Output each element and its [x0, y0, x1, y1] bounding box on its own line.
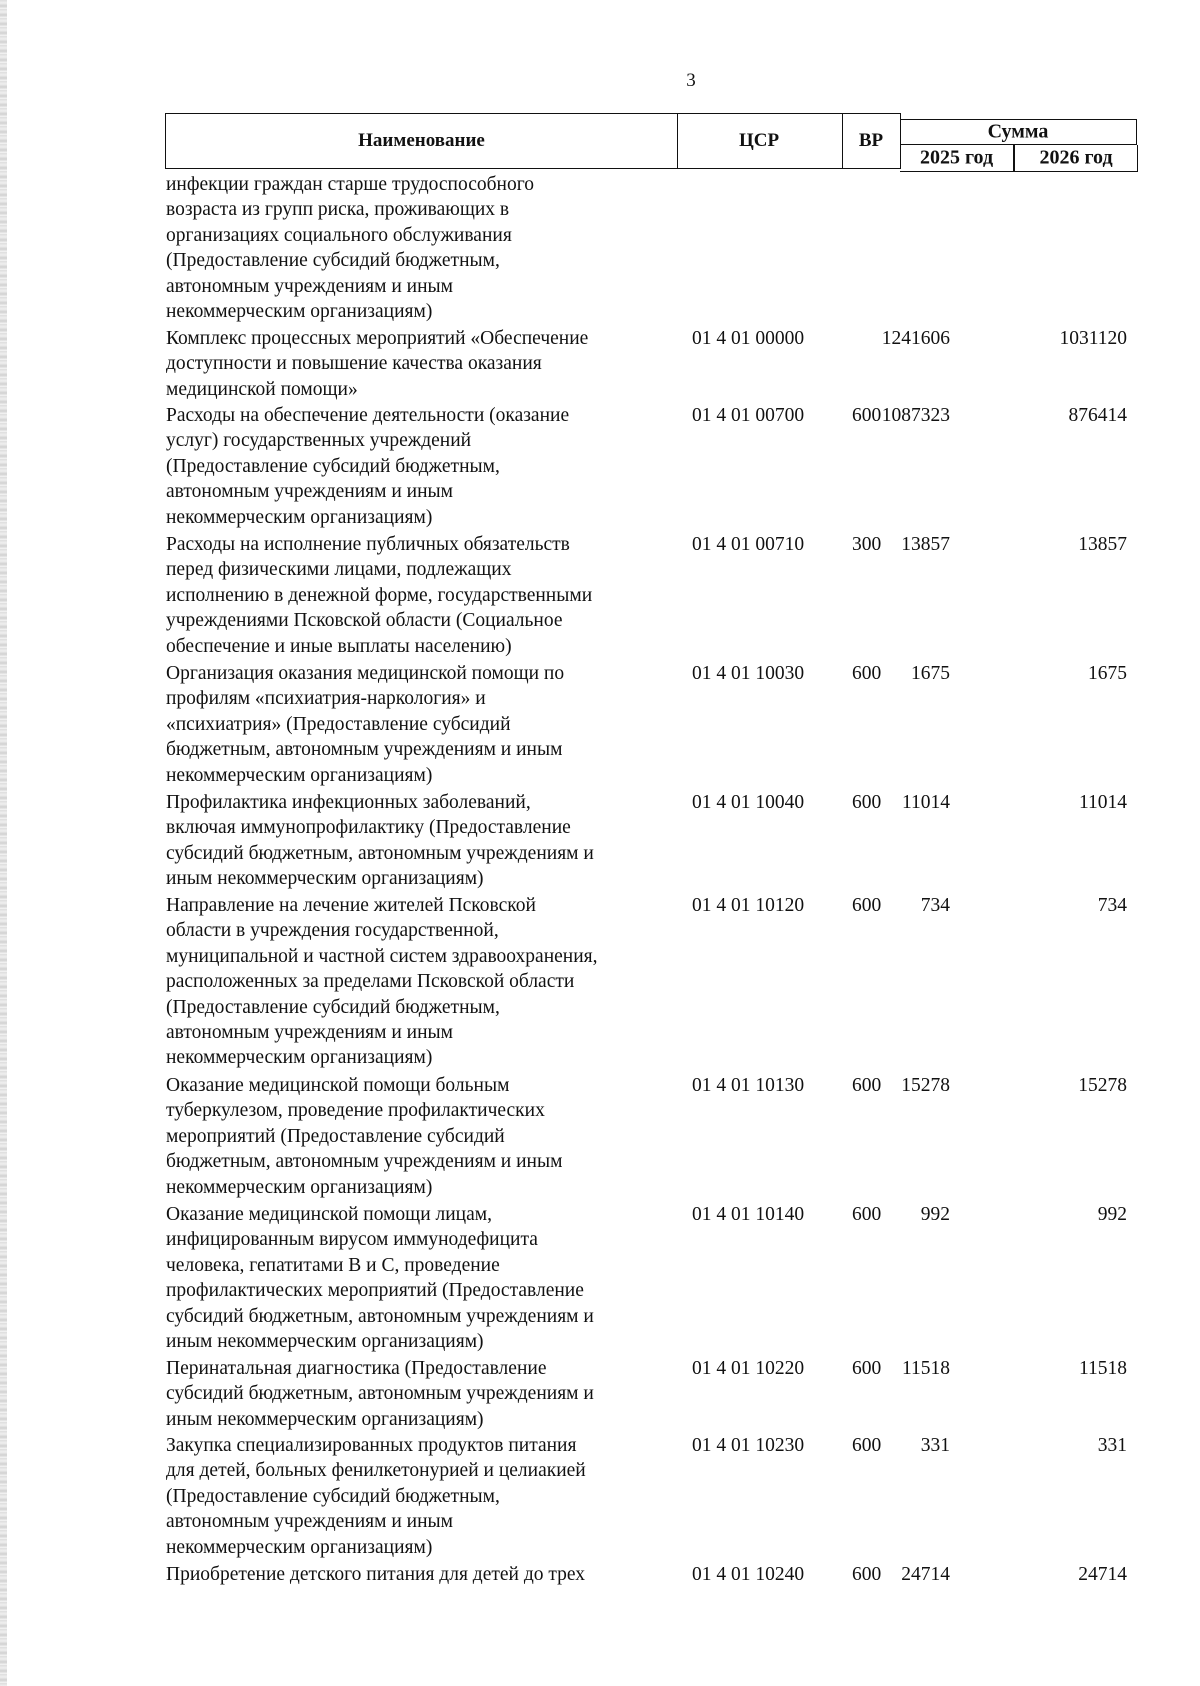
row-csr: 01 4 01 00710	[692, 534, 805, 555]
row-amount-2026: 876414	[1068, 405, 1127, 426]
row-vr: 600	[852, 1075, 882, 1096]
row-amount-2025: 1087323	[881, 405, 950, 426]
row-amount-2026: 331	[1097, 1435, 1127, 1456]
row-csr: 01 4 01 10120	[692, 895, 805, 916]
row-csr: 01 4 01 10230	[692, 1435, 805, 1456]
column-header-2026	[1014, 145, 1138, 172]
row-csr: 01 4 01 00700	[692, 405, 805, 426]
row-amount-2025: 24714	[901, 1564, 950, 1585]
page-number: 3	[686, 70, 696, 91]
row-amount-2025: 11014	[901, 792, 950, 813]
row-name: Оказание медицинской помощи больным туберкулезом, проведение профилактических мероприятий (Предоставление субсидий бюджетным, автономным учреждениям и иным некоммерческим организациям)	[166, 1075, 563, 1198]
row-amount-2025: 734	[920, 895, 950, 916]
row-amount-2025: 1241606	[881, 328, 950, 349]
column-header-name-label: Наименование	[358, 130, 485, 151]
column-header-vr-label: ВР	[858, 130, 884, 151]
row-amount-2026: 1031120	[1059, 328, 1127, 349]
row-amount-2025: 1675	[911, 663, 950, 684]
row-amount-2026: 11518	[1078, 1358, 1127, 1379]
row-name: Перинатальная диагностика (Предоставление субсидий бюджетным, автономным учреждениям и иным некоммерческим организациям)	[166, 1358, 594, 1430]
row-name: Направление на лечение жителей Псковской области в учреждения государственной, муниципальной и частной систем здравоохранения, расположенных за пределами Псковской области (Предоставление субсидий бюджетным, автономным учреждениям и иным некоммерческим организациям)	[166, 895, 598, 1069]
row-amount-2025: 992	[920, 1204, 950, 1225]
row-amount-2025: 11518	[901, 1358, 950, 1379]
row-name: Расходы на исполнение публичных обязательств перед физическими лицами, подлежащих исполнению в денежной форме, государственными учреждениями Псковской области (Социальное обеспечение и иные выплаты населению)	[166, 534, 593, 657]
row-csr: 01 4 01 10240	[692, 1564, 805, 1585]
scan-edge-artifact	[0, 0, 7, 1686]
row-amount-2026: 15278	[1078, 1075, 1127, 1096]
column-header-csr-label: ЦСР	[738, 130, 780, 151]
row-name: Оказание медицинской помощи лицам, инфицированным вирусом иммунодефицита человека, гепатитами В и С, проведение профилактических мероприятий (Предоставление субсидий бюджетным, автономным учреждениям и иным некоммерческим организациям)	[166, 1204, 594, 1353]
column-header-2025-label: 2025 год	[919, 146, 994, 169]
row-amount-2026: 1675	[1088, 663, 1127, 684]
row-amount-2025: 331	[920, 1435, 950, 1456]
row-vr: 600	[852, 1358, 882, 1379]
row-amount-2025: 15278	[901, 1075, 950, 1096]
row-csr: 01 4 01 10040	[692, 792, 805, 813]
row-csr: 01 4 01 10030	[692, 663, 805, 684]
row-vr: 600	[852, 1564, 882, 1585]
row-vr: 600	[852, 1204, 882, 1225]
column-header-vr	[842, 113, 901, 169]
column-header-sum-label: Сумма	[987, 120, 1049, 143]
row-csr: 01 4 01 10140	[692, 1204, 805, 1225]
row-vr: 600	[852, 895, 882, 916]
row-name: Расходы на обеспечение деятельности (оказание услуг) государственных учреждений (Предоставление субсидий бюджетным, автономным учреждениям и иным некоммерческим организациям)	[166, 405, 570, 528]
row-amount-2026: 11014	[1078, 792, 1127, 813]
row-name: Профилактика инфекционных заболеваний, включая иммунопрофилактику (Предоставление субсидий бюджетным, автономным учреждениям и иным некоммерческим организациям)	[166, 792, 594, 890]
row-vr: 600	[852, 663, 882, 684]
row-vr: 300	[852, 534, 882, 555]
row-name: Закупка специализированных продуктов питания для детей, больных фенилкетонурией и целиакией (Предоставление субсидий бюджетным, автономным учреждениям и иным некоммерческим организациям)	[166, 1435, 586, 1558]
row-amount-2026: 734	[1097, 895, 1127, 916]
column-header-2026-label: 2026 год	[1039, 146, 1113, 169]
column-header-2025	[900, 145, 1014, 172]
column-header-sum	[900, 119, 1137, 145]
row-amount-2026: 24714	[1078, 1564, 1127, 1585]
row-amount-2025: 13857	[901, 534, 950, 555]
row-csr: 01 4 01 10220	[692, 1358, 805, 1379]
row-vr: 600	[852, 1435, 882, 1456]
row-name: инфекции граждан старше трудоспособного возраста из групп риска, проживающих в организациях социального обслуживания (Предоставление субсидий бюджетным, автономным учреждениям и иным некоммерческим организациям)	[166, 174, 534, 323]
row-csr: 01 4 01 00000	[692, 328, 805, 349]
row-amount-2026: 992	[1097, 1204, 1127, 1225]
row-amount-2026: 13857	[1078, 534, 1127, 555]
row-name: Приобретение детского питания для детей до трех	[166, 1564, 586, 1585]
row-name: Организация оказания медицинской помощи по профилям «психиатрия-наркология» и «психиатрия» (Предоставление субсидий бюджетным, автономным учреждениям и иным некоммерческим организациям)	[166, 663, 565, 786]
row-vr: 600	[852, 405, 882, 426]
row-vr: 600	[852, 792, 882, 813]
row-name: Комплекс процессных мероприятий «Обеспечение доступности и повышение качества оказания медицинской помощи»	[166, 328, 589, 400]
column-header-name	[165, 113, 678, 169]
row-csr: 01 4 01 10130	[692, 1075, 805, 1096]
column-header-csr	[676, 113, 843, 169]
